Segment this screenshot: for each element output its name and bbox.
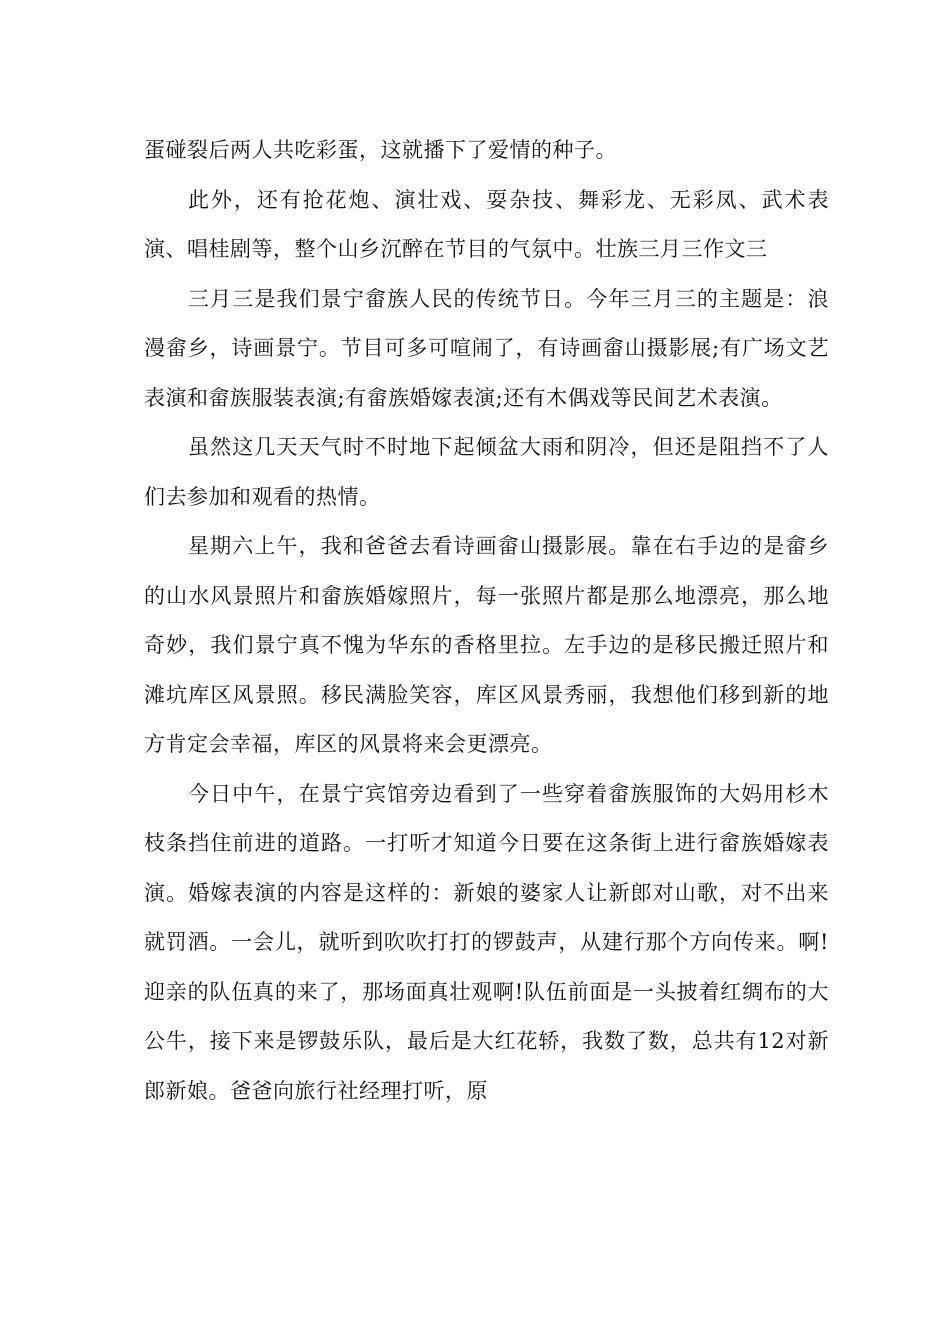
paragraph: 虽然这几天天气时不时地下起倾盆大雨和阴冷，但还是阻挡不了人们去参加和观看的热情。 (144, 435, 829, 509)
paragraph-continued: 蛋碰裂后两人共吃彩蛋，这就播下了爱情的种子。 (144, 138, 617, 162)
document-body (144, 126, 829, 1116)
paragraph: 星期六上午，我和爸爸去看诗画畲山摄影展。靠在右手边的是畲乡的山水风景照片和畲族婚嫁照片，每一张照片都是那么地漂亮，那么地奇妙，我们景宁真不愧为华东的香格里拉。左手边的是移民搬迁照片和滩坑库区风景照。移民满脸笑容，库区风景秀丽，我想他们移到新的地方肯定会幸福，库区的风景将来会更漂亮。 (144, 534, 829, 756)
paragraph: 此外，还有抢花炮、演壮戏、耍杂技、舞彩龙、无彩凤、武术表演、唱桂剧等，整个山乡沉醉在节目的气氛中。壮族三月三作文三 (144, 187, 829, 261)
paragraph: 今日中午，在景宁宾馆旁边看到了一些穿着畲族服饰的大妈用杉木枝条挡住前进的道路。一打听才知道今日要在这条街上进行畲族婚嫁表演。婚嫁表演的内容是这样的：新娘的婆家人让新郎对山歌，对不出来就罚酒。一会儿，就听到吹吹打打的锣鼓声，从建行那个方向传来。啊!迎亲的队伍真的来了，那场面真壮观啊!队伍前面是一头披着红绸布的大公牛，接下来是锣鼓乐队，最后是大红花轿，我数了数，总共有12对新郎新娘。爸爸向旅行社经理打听，原 (144, 781, 829, 1103)
paragraph: 三月三是我们景宁畲族人民的传统节日。今年三月三的主题是：浪漫畲乡，诗画景宁。节目可多可喧闹了，有诗画畲山摄影展;有广场文艺表演和畲族服装表演;有畲族婚嫁表演;还有木偶戏等民间艺术表演。 (144, 286, 829, 410)
